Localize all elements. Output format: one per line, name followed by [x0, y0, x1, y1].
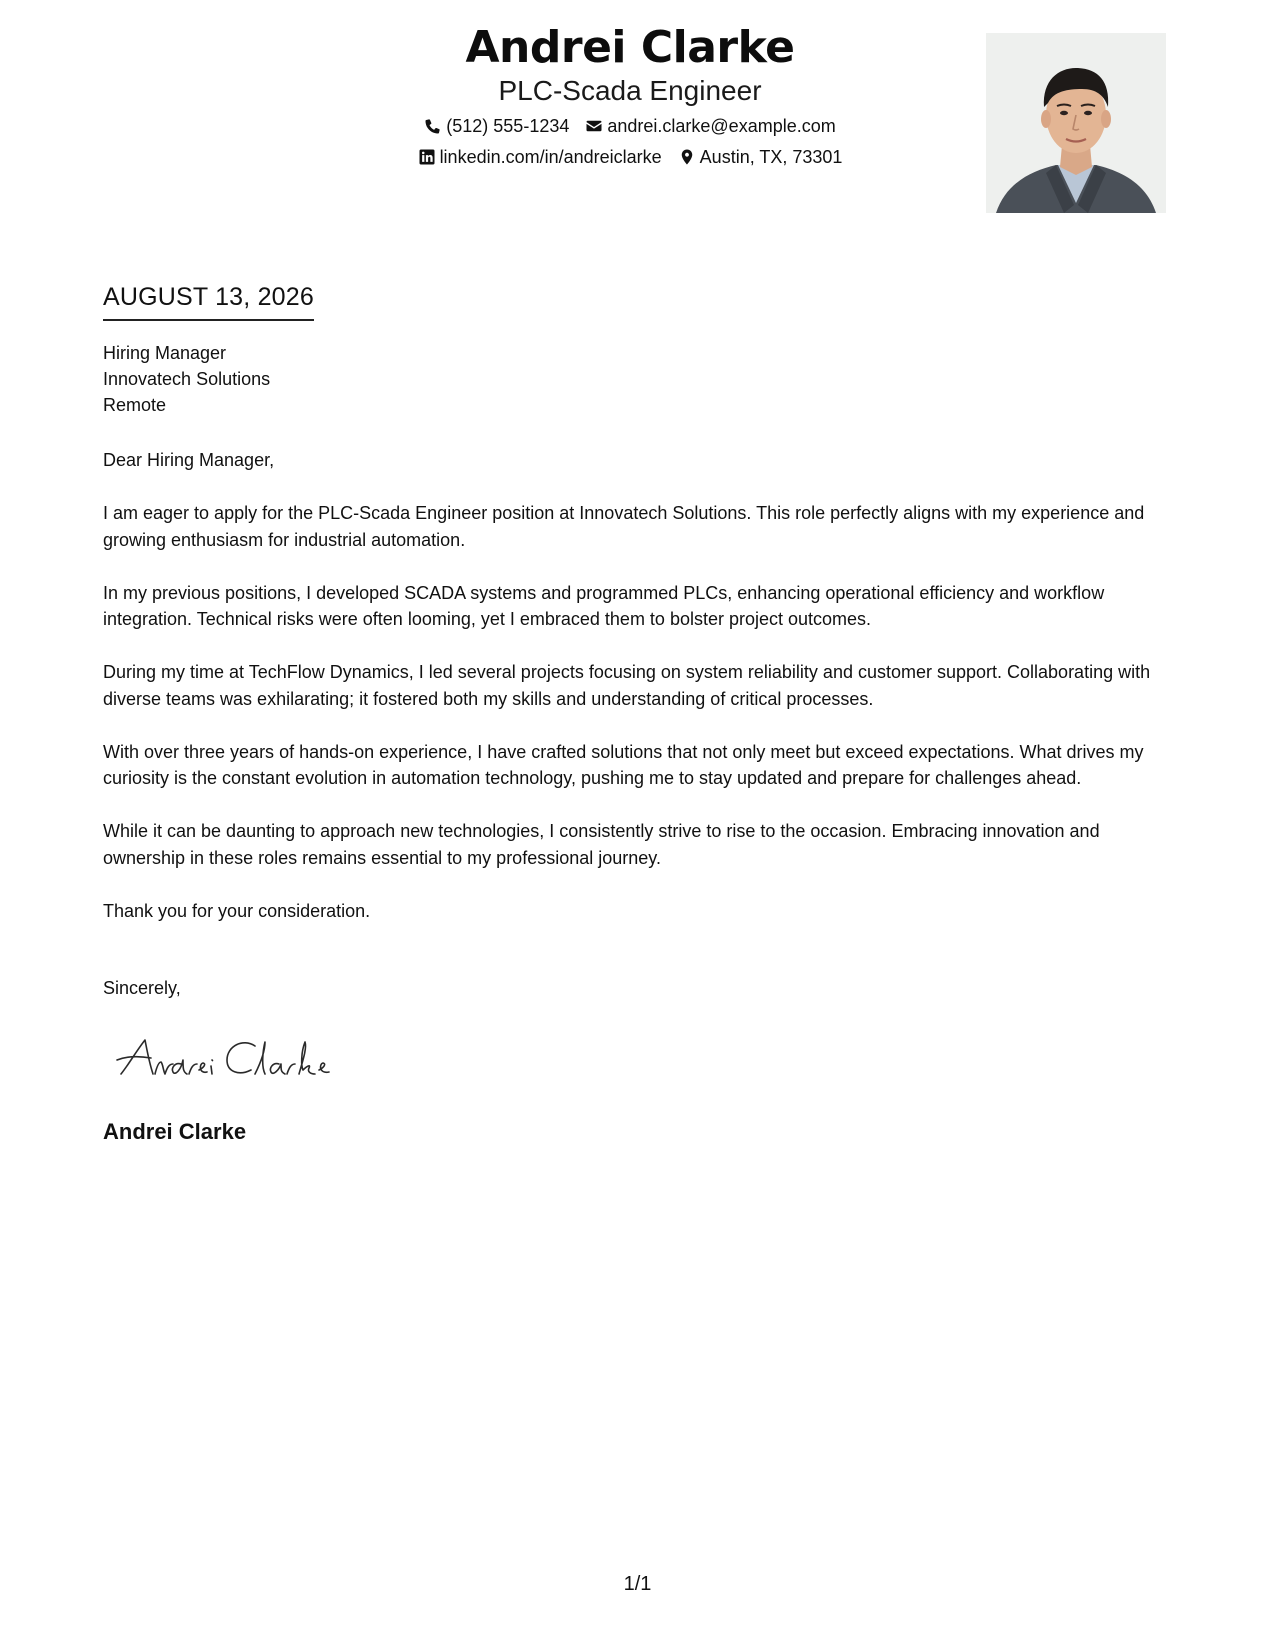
contact-row-primary	[230, 111, 1030, 141]
linkedin-text: linkedin.com/in/andreiclarke	[439, 147, 662, 167]
letter-date: AUGUST 13, 2026	[103, 279, 314, 321]
body-paragraph: In my previous positions, I developed SCADA systems and programmed PLCs, enhancing operational efficiency and workflow integration. Technical risks were often looming, yet I embraced them to bolster project outcomes.	[103, 582, 1105, 629]
contact-email[interactable]	[585, 111, 835, 141]
contact-phone[interactable]	[424, 111, 569, 141]
letter-header	[230, 22, 1030, 172]
body-paragraph: With over three years of hands-on experience, I have crafted solutions that not only meet but exceed expectations. What drives my curiosity is the constant evolution in automation technology, pushing me to stay updated and prepare for challenges ahead.	[103, 741, 1144, 788]
applicant-role: PLC-Scada Engineer	[498, 75, 762, 106]
body-paragraph: While it can be daunting to approach new technologies, I consistently strive to rise to the occasion. Embracing innovation and ownership in these roles remains essential to my professional journey.	[103, 821, 1100, 868]
email-text: andrei.clarke@example.com	[607, 116, 836, 136]
contact-linkedin[interactable]	[418, 142, 662, 172]
envelope-icon	[585, 117, 603, 135]
signer-name: Andrei Clarke	[103, 1119, 247, 1144]
body-paragraph: Thank you for your consideration.	[103, 900, 371, 921]
page-number: 1/1	[623, 1573, 652, 1595]
linkedin-icon	[418, 148, 436, 166]
handwritten-signature	[115, 1030, 355, 1086]
map-pin-icon	[678, 148, 696, 166]
letter-body	[103, 447, 1173, 951]
contact-row-secondary	[230, 142, 1030, 172]
recipient-block	[103, 340, 270, 418]
closing-phrase: Sincerely,	[103, 978, 181, 998]
location-text: Austin, TX, 73301	[699, 147, 843, 167]
salutation: Dear Hiring Manager,	[103, 450, 275, 470]
contact-location	[678, 142, 843, 172]
recipient-location: Remote	[103, 395, 167, 415]
phone-text: (512) 555-1234	[446, 116, 570, 136]
recipient-company: Innovatech Solutions	[103, 369, 271, 389]
profile-photo	[986, 33, 1166, 213]
recipient-title: Hiring Manager	[103, 343, 227, 363]
body-paragraph: I am eager to apply for the PLC-Scada Engineer position at Innovatech Solutions. This role perfectly aligns with my experience and growing enthusiasm for industrial automation.	[103, 503, 1145, 550]
phone-icon	[424, 117, 442, 135]
body-paragraph: During my time at TechFlow Dynamics, I led several projects focusing on system reliability and customer support. Collaborating with diverse teams was exhilarating; it fostered both my skills and understanding of critical processes.	[103, 662, 1151, 709]
applicant-name: Andrei Clarke	[465, 22, 795, 73]
